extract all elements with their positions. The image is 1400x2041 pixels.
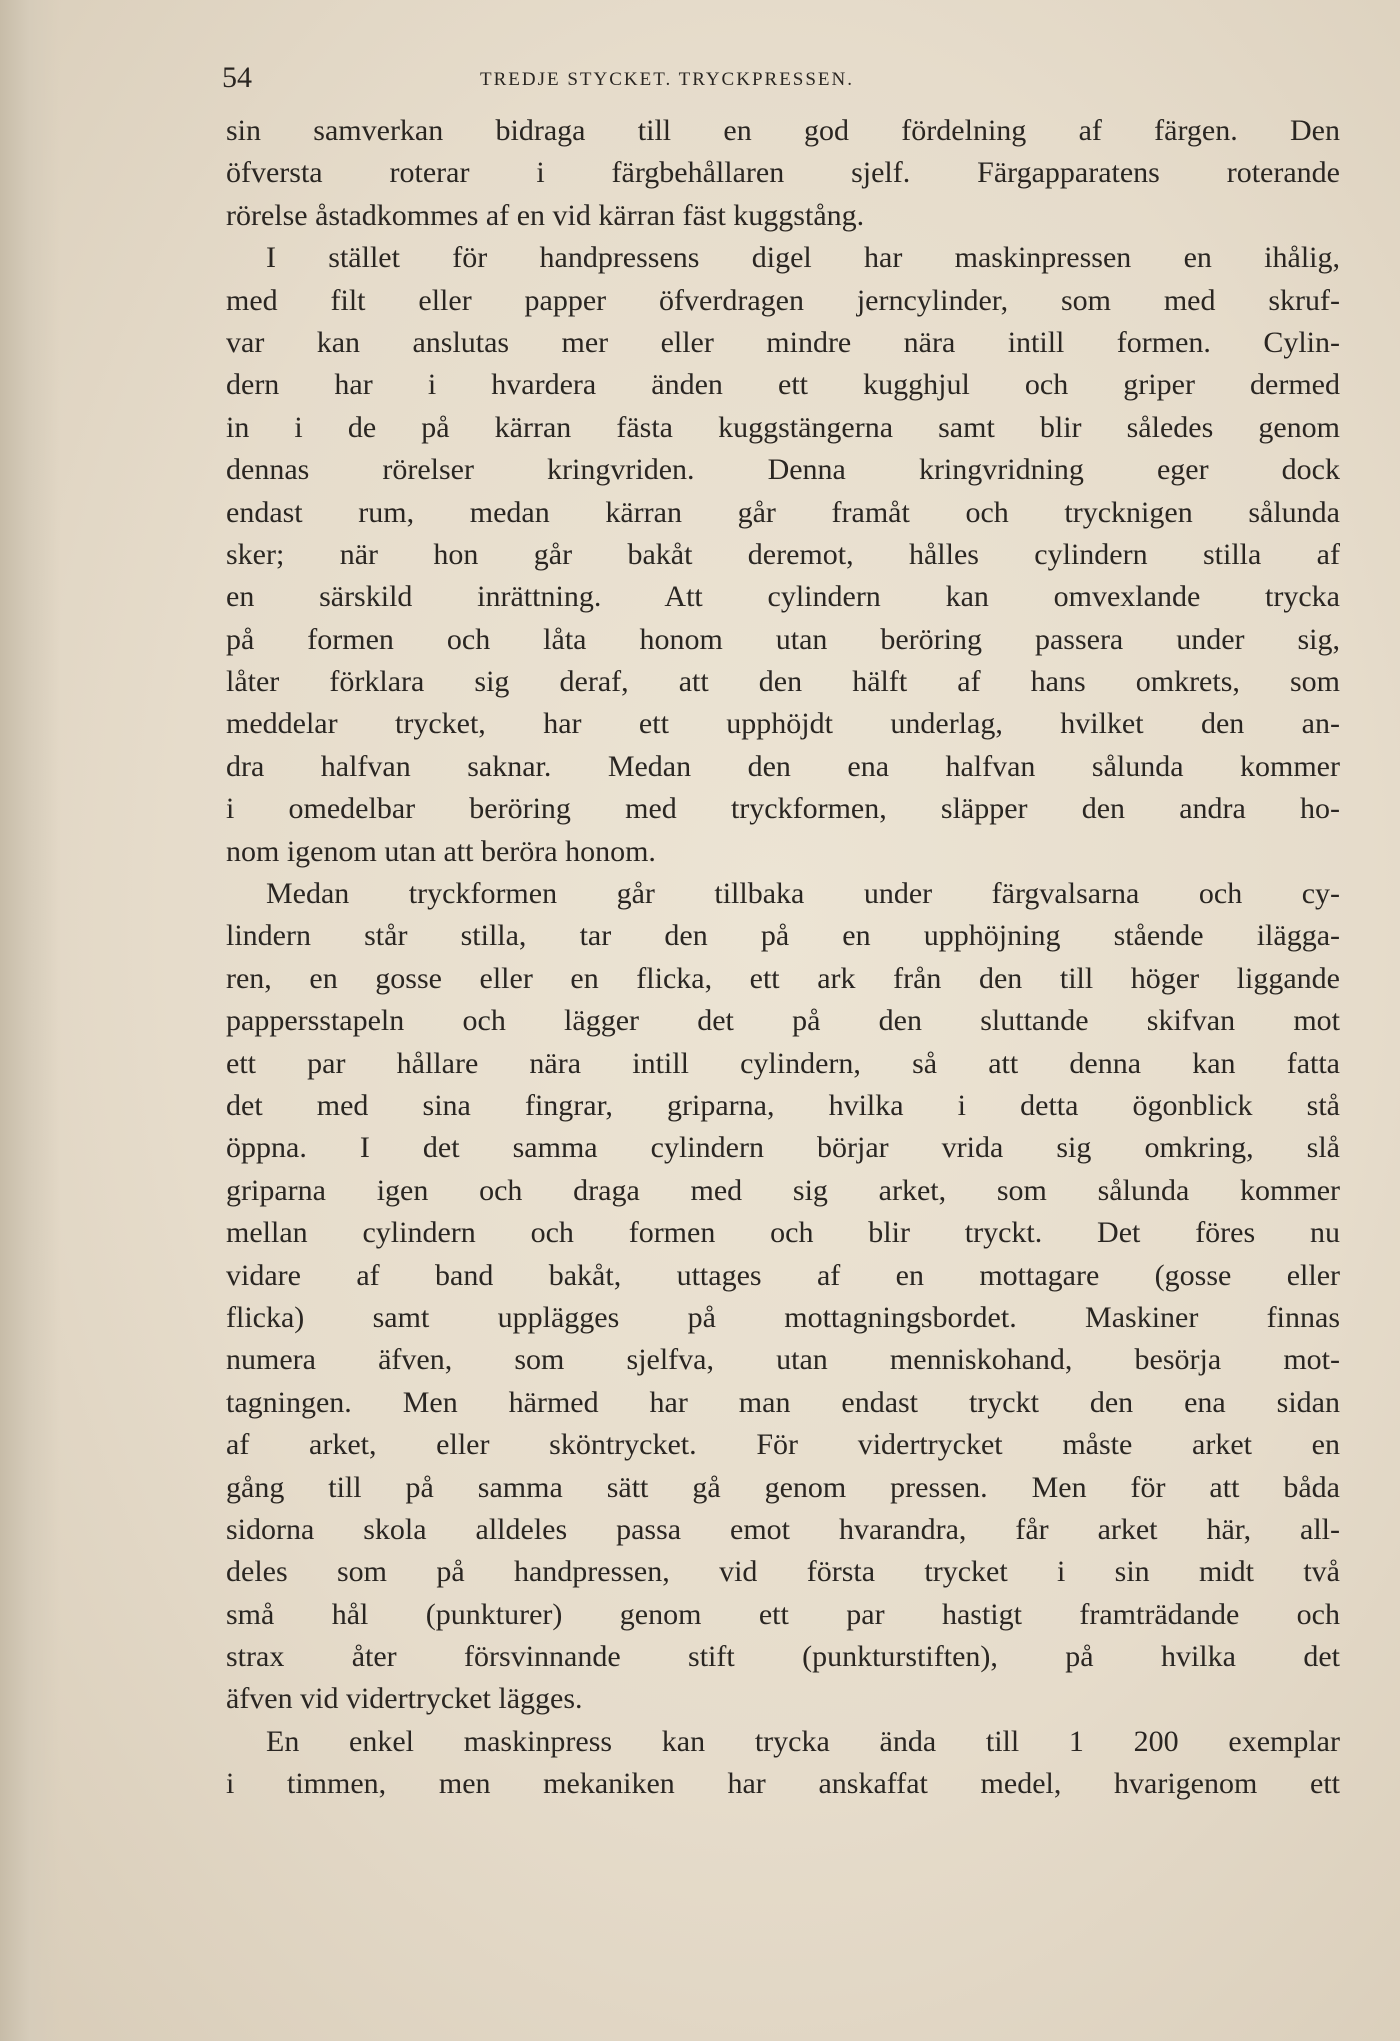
text-line: meddelar trycket, har ett upphöjdt underlag, hvilket den an- [226, 707, 1340, 741]
text-line: pappersstapeln och lägger det på den sluttande skifvan mot [226, 1004, 1340, 1038]
text-line: sker; när hon går bakåt deremot, hålles cylindern stilla af [226, 537, 1340, 571]
text-line: nom igenom utan att beröra honom. [226, 834, 656, 868]
text-line: äfven vid vidertrycket lägges. [226, 1682, 583, 1716]
text-line: i timmen, men mekaniken har anskaffat medel, hvarigenom ett [226, 1767, 1340, 1801]
text-line: deles som på handpressen, vid första trycket i sin midt två [226, 1555, 1340, 1589]
text-line: numera äfven, som sjelfva, utan menniskohand, besörja mot- [226, 1343, 1340, 1377]
text-line: Medan tryckformen går tillbaka under färgvalsarna och cy- [266, 877, 1340, 911]
text-line: lindern står stilla, tar den på en upphöjning stående iläggа- [226, 919, 1340, 953]
text-line: var kan anslutas mer eller mindre nära intill formen. Cylin- [226, 325, 1340, 359]
body-text [226, 110, 1340, 1806]
text-line: En enkel maskinpress kan trycka ända till 1 200 exemplar [266, 1724, 1340, 1758]
text-line: ett par hållare nära intill cylindern, så att denna kan fatta [226, 1046, 1340, 1080]
text-line: dra halfvan saknar. Medan den ena halfvan sålunda kommer [226, 749, 1340, 783]
text-line: vidare af band bakåt, uttages af en mottagare (gosse eller [226, 1258, 1340, 1292]
running-head: TREDJE STYCKET. TRYCKPRESSEN. [480, 69, 855, 90]
text-line: med filt eller papper öfverdragen jerncylinder, som med skruf- [226, 283, 1340, 317]
text-line: in i de på kärran fästa kuggstängerna samt blir således genom [226, 410, 1340, 444]
text-line: i omedelbar beröring med tryckformen, släpper den andra ho- [226, 792, 1340, 826]
text-line: af arket, eller sköntrycket. För vidertrycket måste arket en [226, 1428, 1340, 1462]
page-spine-shadow [0, 0, 60, 2041]
text-line: tagningen. Men härmed har man endast tryckt den ena sidan [226, 1385, 1340, 1419]
text-line: sin samverkan bidraga till en god fördelning af färgen. Den [226, 114, 1340, 147]
text-line: på formen och låta honom utan beröring passera under sig, [226, 622, 1340, 656]
text-line: en särskild inrättning. Att cylindern kan omvexlande trycka [226, 580, 1340, 614]
text-line: I stället för handpressens digel har maskinpressen en ihålig, [266, 241, 1340, 275]
page-header [222, 58, 1342, 98]
text-line: små hål (punkturer) genom ett par hastigt framträdande och [226, 1597, 1340, 1631]
text-line: öppna. I det samma cylindern börjar vrida sig omkring, slå [226, 1131, 1340, 1165]
text-line: griparna igen och draga med sig arket, som sålunda kommer [226, 1173, 1340, 1207]
text-line: öfversta roterar i färgbehållaren sjelf. Färgapparatens roterande [226, 156, 1340, 190]
text-line: låter förklara sig deraf, att den hälft af hans omkrets, som [226, 665, 1340, 699]
text-line: rörelse åstadkommes af en vid kärran fäst kuggstång. [226, 198, 865, 232]
text-line: sidorna skola alldeles passa emot hvarandra, får arket här, all- [226, 1512, 1340, 1546]
text-line: det med sina fingrar, griparna, hvilka i detta ögonblick stå [226, 1088, 1340, 1122]
text-line: flicka) samt upplägges på mottagningsbordet. Maskiner finnas [226, 1300, 1340, 1334]
text-line: dern har i hvardera änden ett kugghjul och griper dermed [226, 368, 1340, 402]
text-line: mellan cylindern och formen och blir tryckt. Det föres nu [226, 1216, 1340, 1250]
text-line: ren, en gosse eller en flicka, ett ark från den till höger liggande [226, 961, 1340, 995]
text-line: dennas rörelser kringvriden. Denna kringvridning eger dock [226, 453, 1340, 487]
page-number: 54 [222, 61, 252, 94]
text-line: endast rum, medan kärran går framåt och trycknigen sålunda [226, 495, 1340, 529]
text-line: strax åter försvinnande stift (punkturstiften), på hvilka det [226, 1640, 1340, 1674]
text-line: gång till på samma sätt gå genom pressen. Men för att båda [226, 1470, 1340, 1504]
